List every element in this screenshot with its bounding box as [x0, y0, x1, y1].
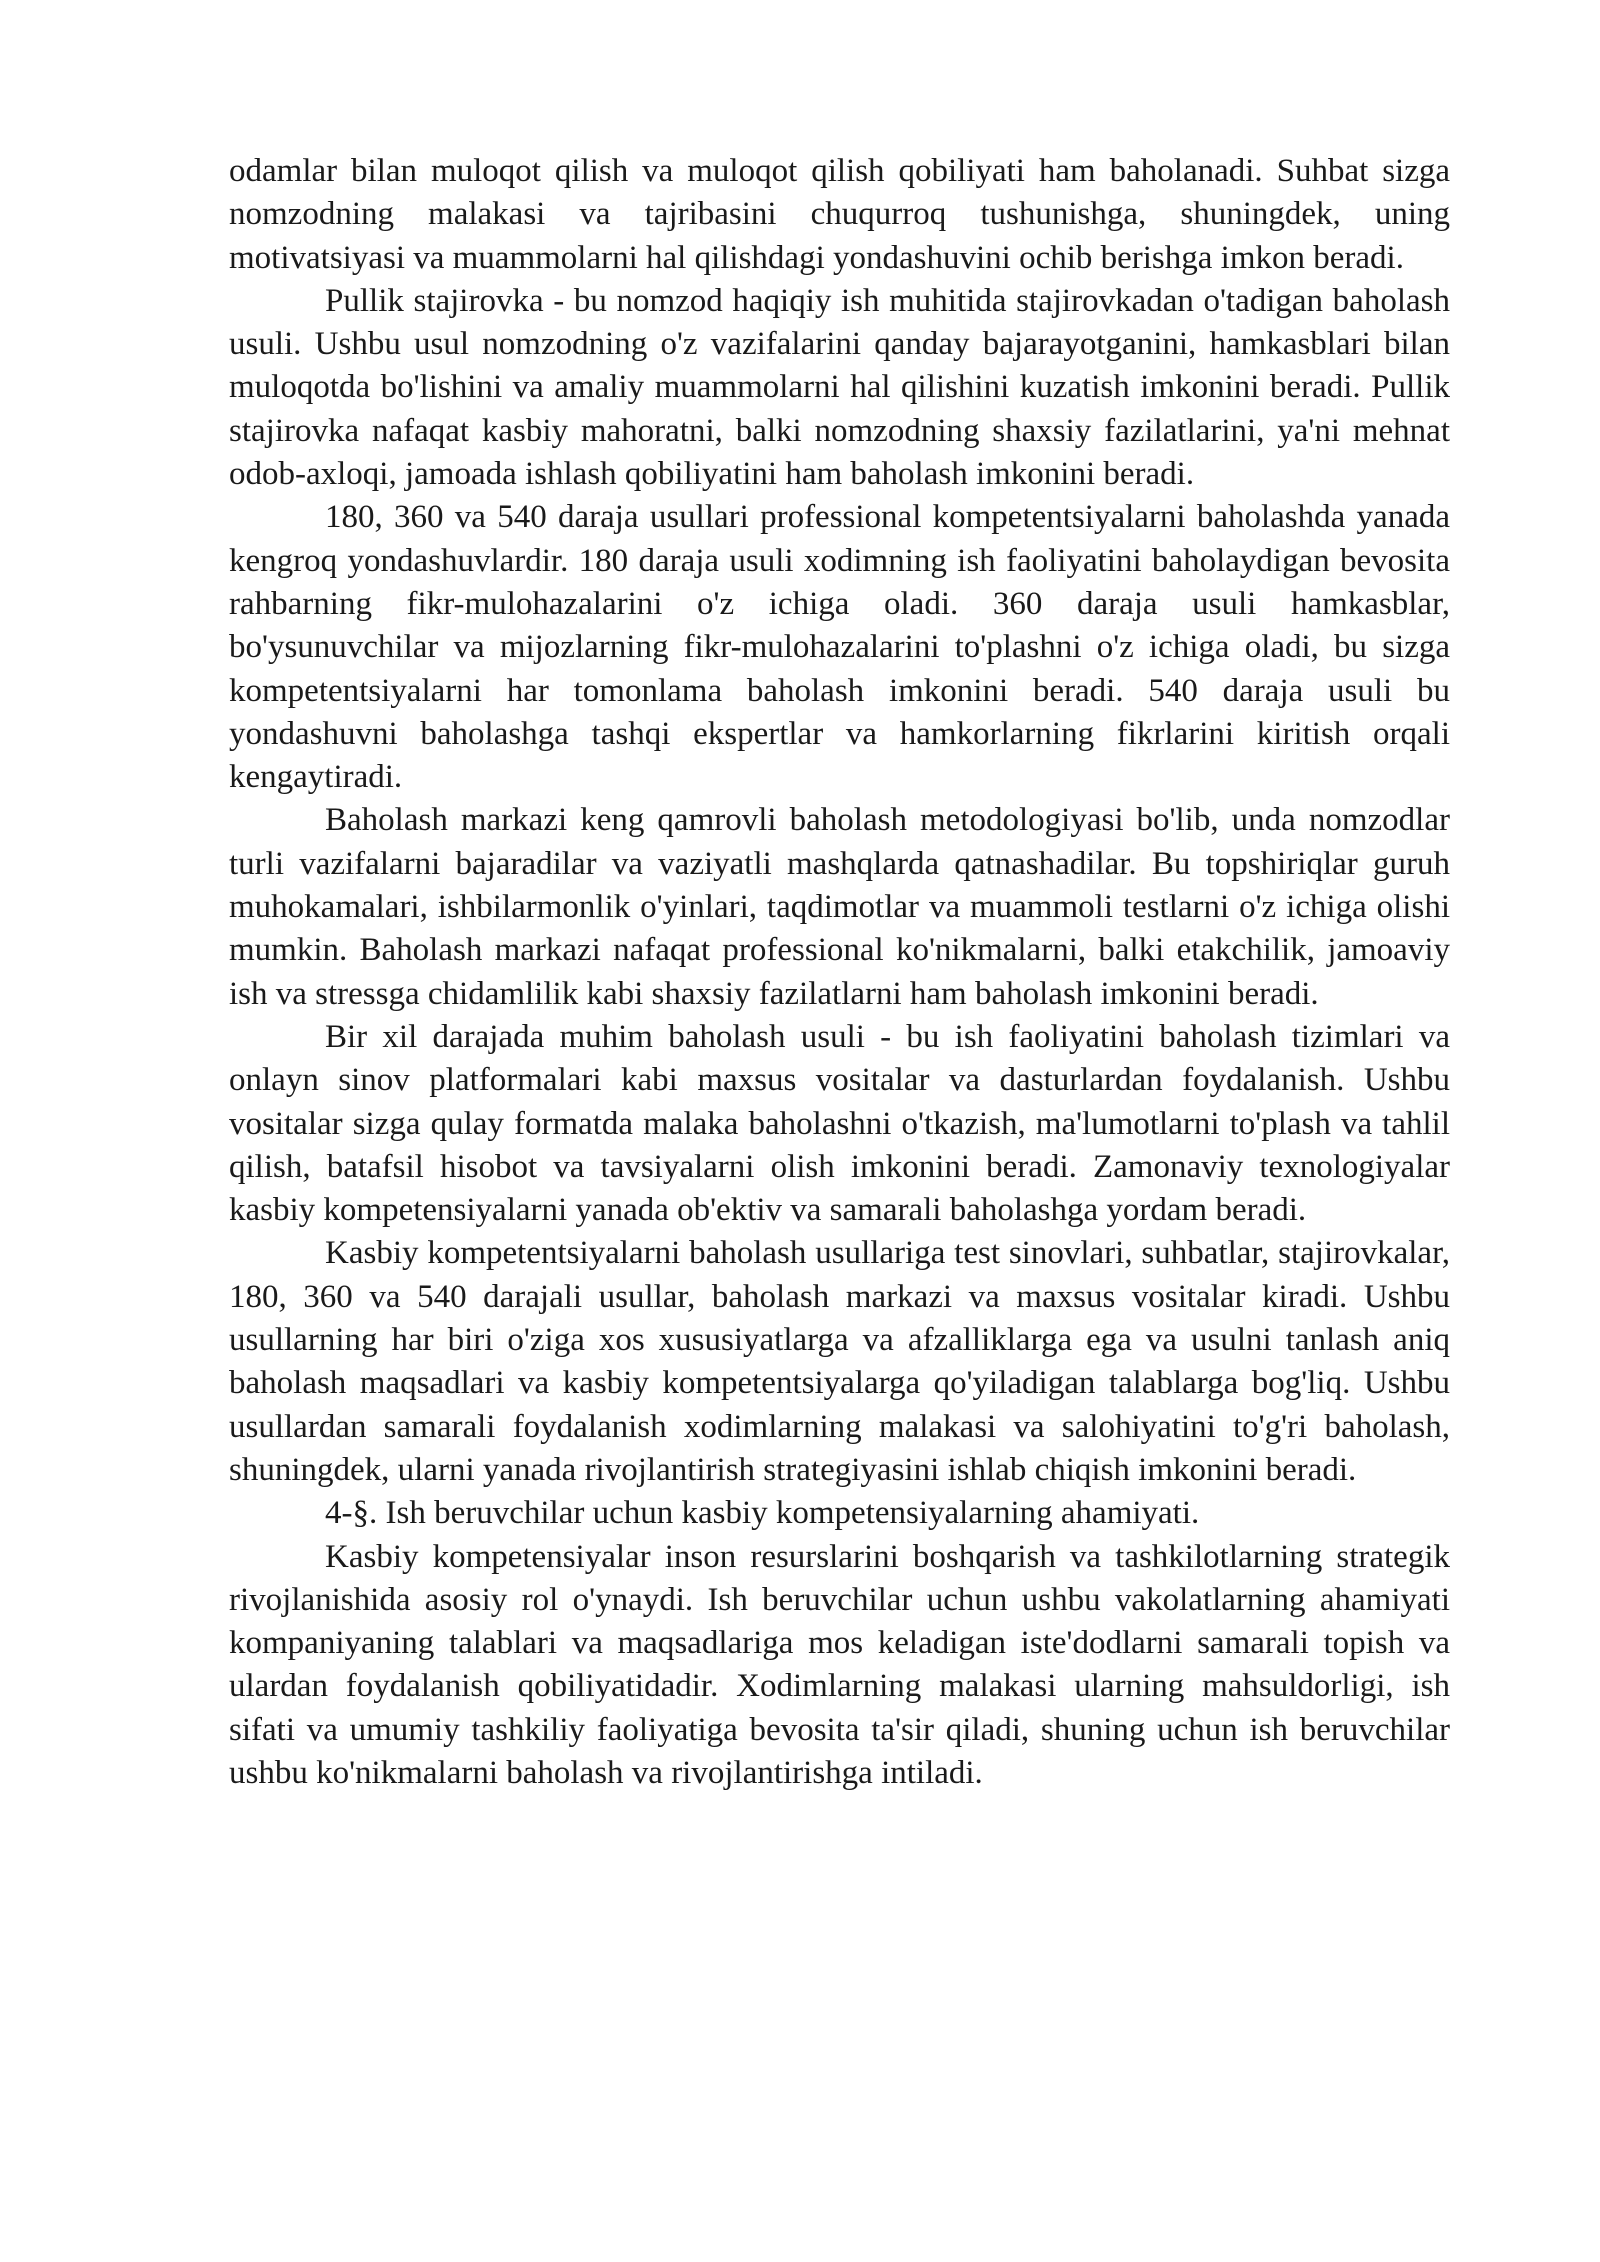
paragraph-assessment-center: Baholash markazi keng qamrovli baholash metodologiyasi bo'lib, unda nomzodlar turli vazifalarni bajaradilar va vaziyatli mashqlarda qatnashadilar. Bu topshiriqlar guruh muhokamalari, ishbilarmonlik o'yinlari, taqdimotlar va muammoli testlarni o'z ichiga olishi mumkin. Baholash markazi nafaqat professional ko'nikmalarni, balki etakchilik, jamoaviy ish va stressga chidamlilik kabi shaxsiy fazilatlarni ham baholash imkonini beradi. [229, 802, 1450, 1012]
paragraph-special-tools: Bir xil darajada muhim baholash usuli - bu ish faoliyatini baholash tizimlari va onlayn sinov platformalari kabi maxsus vositalar va dasturlardan foydalanish. Ushbu vositalar sizga qulay formatda malaka baholashni o'tkazish, ma'lumotlarni to'plash va tahlil qilish, batafsil hisobot va tavsiyalarni olish imkonini beradi. Zamonaviy texnologiyalar kasbiy kompetensiyalarni yanada ob'ektiv va samarali baholashga yordam beradi. [229, 1018, 1450, 1229]
paragraph-methods-summary: Kasbiy kompetentsiyalarni baholash usullariga test sinovlari, suhbatlar, stajirovkalar, 180, 360 va 540 darajali usullar, baholash markazi va maxsus vositalar kiradi. Ushbu usullarning har biri o'ziga xos xususiyatlarga va afzalliklarga ega va usulni tanlash aniq baholash maqsadlari va kasbiy kompetentsiyalarga qo'yiladigan talablarga bog'liq. Ushbu usullardan samarali foydalanish xodimlarning malakasi va salohiyatini to'g'ri baholash, shuningdek, ularni yanada rivojlantirish strategiyasini ishlab chiqish imkonini beradi. [229, 1235, 1450, 1488]
section-heading: 4-§. Ish beruvchilar uchun kasbiy kompetensiyalarning ahamiyati. [325, 1495, 1200, 1532]
paragraph-interview-continuation: odamlar bilan muloqot qilish va muloqot qilish qobiliyati ham baholanadi. Suhbat sizga nomzodning malakasi va tajribasini chuqurroq tushunishga, shuningdek, uning motivatsiyasi va muammolarni hal qilishdagi yondashuvini ochib berishga imkon beradi. [229, 153, 1450, 276]
paragraph-degree-methods: 180, 360 va 540 daraja usullari professional kompetentsiyalarni baholashda yanada kengroq yondashuvlardir. 180 daraja usuli xodimning ish faoliyatini baholaydigan bevosita rahbarning fikr-mulohazalarini o'z ichiga oladi. 360 daraja usuli hamkasblar, bo'ysunuvchilar va mijozlarning fikr-mulohazalarini to'plashni o'z ichiga oladi, bu sizga kompetentsiyalarni har tomonlama baholash imkonini beradi. 540 daraja usuli bu yondashuvni baholashga tashqi ekspertlar va hamkorlarning fikrlarini kiritish orqali kengaytiradi. [229, 499, 1450, 796]
paragraph-paid-internship: Pullik stajirovka - bu nomzod haqiqiy ish muhitida stajirovkadan o'tadigan baholash usuli. Ushbu usul nomzodning o'z vazifalarini qanday bajarayotganini, hamkasblari bilan muloqotda bo'lishini va amaliy muammolarni hal qilishini kuzatish imkonini beradi. Pullik stajirovka nafaqat kasbiy mahoratni, balki nomzodning shaxsiy fazilatlarini, ya'ni mehnat odob-axloqi, jamoada ishlash qobiliyatini ham baholash imkonini beradi. [229, 282, 1450, 493]
paragraph-employer-importance: Kasbiy kompetensiyalar inson resurslarini boshqarish va tashkilotlarning strategik rivojlanishida asosiy rol o'ynaydi. Ish beruvchilar uchun ushbu vakolatlarning ahamiyati kompaniyaning talablari va maqsadlariga mos keladigan iste'dodlarni samarali topish va ulardan foydalanish qobiliyatidadir. Xodimlarning malakasi ularning mahsuldorligi, ish sifati va umumiy tashkiliy faoliyatiga bevosita ta'sir qiladi, shuning uchun ish beruvchilar ushbu ko'nikmalarni baholash va rivojlantirishga intiladi. [229, 1538, 1450, 1791]
document-body [229, 150, 1450, 1795]
